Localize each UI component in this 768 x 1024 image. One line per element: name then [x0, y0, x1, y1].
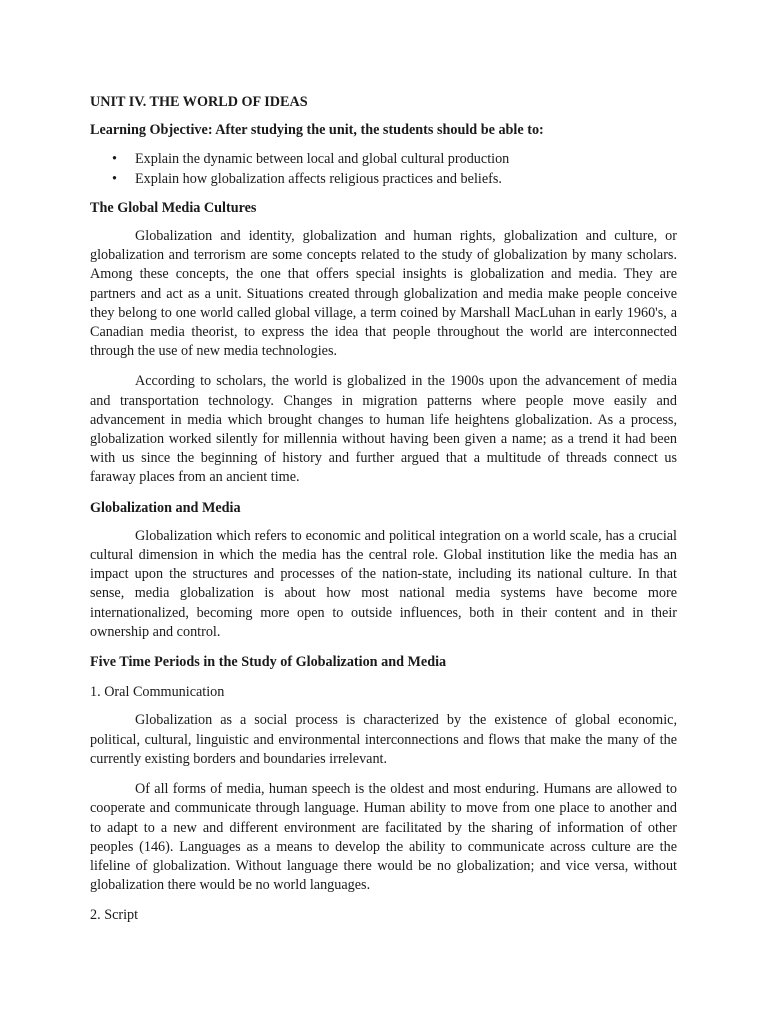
paragraph: Of all forms of media, human speech is the oldest and most enduring. Humans are allowed to cooperate and communicate through language. Human ability to move from one place to another and to adapt to a new and different environment are facilitated by the sharing of information of other peoples (146). Languages as a means to develop the ability to communicate across culture are the lifeline of globalization. Without language there would be no globalization; and vice versa, without globalization there would be no world languages. — [90, 781, 677, 894]
objective-text: Explain the dynamic between local and global cultural production — [135, 151, 510, 168]
bullet-icon: • — [112, 151, 117, 168]
objectives-list — [90, 150, 677, 188]
subheading-script: 2. Script — [90, 907, 139, 924]
subheading-oral-communication: 1. Oral Communication — [90, 684, 225, 701]
document-page — [90, 93, 677, 926]
section-heading-global-media-cultures: The Global Media Cultures — [90, 199, 257, 216]
learning-objective: Learning Objective: After studying the unit, the students should be able to: — [90, 122, 544, 139]
paragraph: Globalization and identity, globalization and human rights, globalization and culture, or globalization and terrorism are some concepts related to the study of globalization by many scholars. Among these concepts, the one that offers special insights is globalization and media. They are partners and act as a unit. Situations created through globalization and media make people conceive they belong to one world called global village, a term coined by Marshall MacLuhan in early 1960's, a Canadian media theorist, to express the idea that people throughout the world are interconnected through the use of new media technologies. — [90, 228, 677, 360]
paragraph: Globalization as a social process is characterized by the existence of global economic, political, cultural, linguistic and environmental interconnections and flows that make the many of the currently existing borders and boundaries irrelevant. — [90, 712, 677, 767]
bullet-icon: • — [112, 170, 117, 187]
unit-title: UNIT IV. THE WORLD OF IDEAS — [90, 94, 308, 110]
paragraph: According to scholars, the world is globalized in the 1900s upon the advancement of media and transportation technology. Changes in migration patterns where people move easily and advancement in media which brought changes to human life heightens globalization. As a process, globalization worked silently for millennia without having been given a name; as a trend it had been with us since the beginning of history and further argued that a multitude of threads connect us faraway places from an ancient time. — [90, 373, 677, 486]
paragraph: Globalization which refers to economic and political integration on a world scale, has a crucial cultural dimension in which the media has the central role. Global institution like the media has an impact upon the structures and processes of the nation-state, including its national culture. In that sense, media globalization is about how most national media systems have become more internationalized, becoming more open to outside influences, both in their content and in their ownership and control. — [90, 527, 677, 640]
list-item — [90, 150, 677, 169]
section-heading-globalization-media: Globalization and Media — [90, 499, 241, 516]
section-heading-five-periods: Five Time Periods in the Study of Globalization and Media — [90, 654, 447, 671]
objective-text: Explain how globalization affects religious practices and beliefs. — [135, 170, 502, 187]
list-item — [90, 170, 677, 189]
